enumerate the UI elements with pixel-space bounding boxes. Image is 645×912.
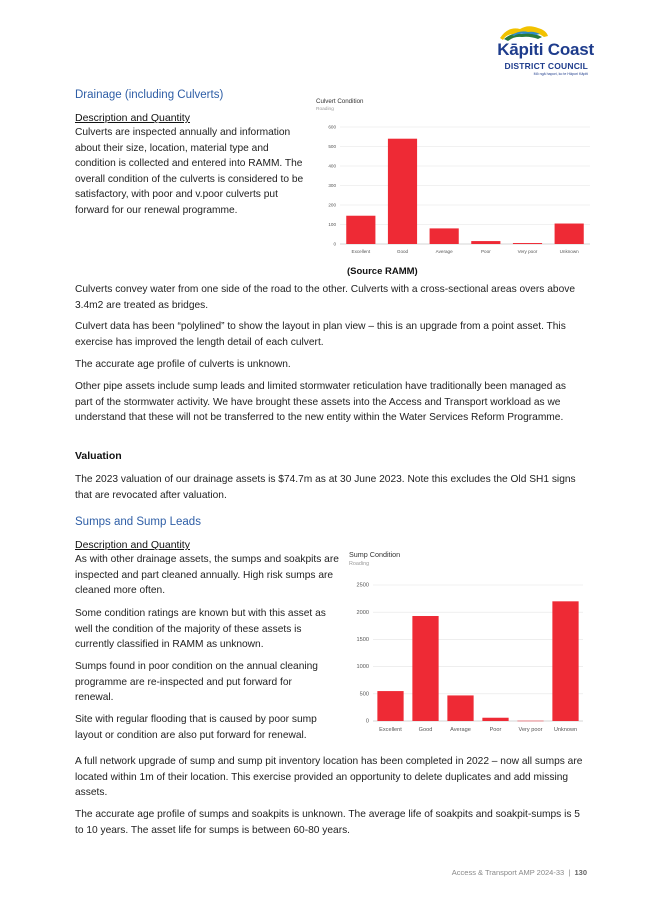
y-tick-label: 100 [328,222,336,228]
bar-average [430,228,459,244]
bar-unknown [552,601,578,721]
culvert-condition-svg [310,95,590,257]
sumps-subheading: Description and Quantity [75,539,190,551]
drainage-subheading: Description and Quantity [75,112,190,124]
x-tick-label: Unknown [559,249,579,254]
culvert-condition-chart [310,95,590,257]
y-tick-label: 500 [328,144,336,150]
valuation-heading: Valuation [75,450,122,462]
drainage-paragraph-4: Other pipe assets include sump leads and limited stormwater reticulation have traditionally been managed as part of the stormwater activity. We have brought these assets into the Access and Transport workload as we understand that these will not be transferred to the new entity within the Water Services Reform Programme. [75,381,566,423]
chart-title: Sump Condition [349,550,401,559]
bar-very-poor [517,721,543,722]
x-tick-label: Average [450,727,471,733]
x-tick-label: Very poor [517,249,538,254]
bar-good [388,139,417,244]
drainage-paragraph-1: Culverts convey water from one side of the road to the other. Culverts with a cross-sectional areas overs above 3.4m2 are treated as bridges. [75,284,575,311]
sumps-side-paragraph-4: Site with regular flooding that is caused by poor sump layout or condition are also put forward for renewal. [75,714,317,741]
page-footer [452,868,587,877]
sumps-side-paragraph-2: Some condition ratings are known but with this asset as well the condition of the majority of these assets is currently classified in RAMM as unknown. [75,608,326,650]
bar-average [447,695,473,721]
footer-document-title: Access & Transport AMP 2024-33 [451,868,565,877]
source-caption: (Source RAMM) [347,266,418,277]
bar-poor [471,241,500,244]
sump-condition-chart [343,548,590,738]
bar-excellent [346,216,375,244]
bar-good [412,616,438,721]
logo-name: Kāpiti Coast [497,40,594,59]
y-tick-label: 2000 [356,609,369,616]
x-tick-label: Poor [489,727,502,733]
logo-tagline: Mō ngā hapori, ko te Hāpori Kāpiti [533,72,588,76]
sumps-side-paragraph-1: As with other drainage assets, the sumps and soakpits are inspected and part cleaned annually. High risk sumps are cleaned more often. [75,554,339,596]
y-tick-label: 1500 [356,637,369,643]
x-tick-label: Very poor [518,727,543,733]
drainage-intro: Culverts are inspected annually and information about their size, location, material type and condition is collected and entered into RAMM. The overall condition of the culverts is considered to be satisfactory, with poor and v.poor culverts put forward for our renewal programme. [75,127,304,216]
bar-excellent [377,691,403,721]
y-tick-label: 0 [365,718,369,725]
chart-subtitle: Roading [316,107,334,112]
sumps-side-paragraph-3: Sumps found in poor condition on the annual cleaning programme are re-inspected and put forward for renewal. [75,661,318,703]
y-tick-label: 2500 [356,582,369,589]
sumps-paragraph-2: The accurate age profile of sumps and soakpits is unknown. The average life of soakpits and soakpit-sumps is 5 to 10 years. The asset life for sumps is between 60-80 years. [75,809,580,836]
y-tick-label: 300 [328,183,336,189]
y-tick-label: 0 [333,241,336,247]
drainage-heading: Drainage (including Culverts) [75,89,224,101]
bar-very-poor [513,243,542,244]
x-tick-label: Excellent [379,727,402,733]
bar-poor [482,718,508,721]
valuation-text: The 2023 valuation of our drainage assets is $74.7m as at 30 June 2023. Note this excludes the Old SH1 signs that are revocated after valuation. [75,474,576,501]
page-number: 130 [574,868,587,877]
y-tick-label: 500 [359,691,369,698]
drainage-paragraph-2: Culvert data has been “polylined” to show the layout in plan view – this is an upgrade from a point asset. This exercise has improved the length detail of each culvert. [75,321,566,348]
x-tick-label: Average [435,249,453,254]
y-tick-label: 200 [328,202,336,208]
sumps-heading: Sumps and Sump Leads [75,516,201,528]
footer-separator: | [568,868,571,877]
chart-title: Culvert Condition [316,98,364,105]
x-tick-label: Good [418,727,433,733]
y-tick-label: 600 [328,124,336,130]
y-tick-label: 400 [328,163,336,169]
x-tick-label: Poor [480,249,491,254]
y-tick-label: 1000 [356,664,369,671]
sumps-paragraph-1: A full network upgrade of sump and sump pit inventory location has been completed in 2022 – now all sumps are located within 1m of their location. This exercise provided an opportunity to delete duplicates and add missing assets. [75,756,583,798]
x-tick-label: Excellent [351,249,371,254]
council-logo [468,24,594,84]
x-tick-label: Unknown [553,727,578,733]
logo-subtitle: DISTRICT COUNCIL [504,61,588,71]
bar-unknown [555,224,584,244]
x-tick-label: Good [396,249,409,254]
chart-subtitle: Roading [349,561,370,567]
sump-condition-svg [343,548,590,738]
drainage-paragraph-3: The accurate age profile of culverts is unknown. [75,359,291,370]
